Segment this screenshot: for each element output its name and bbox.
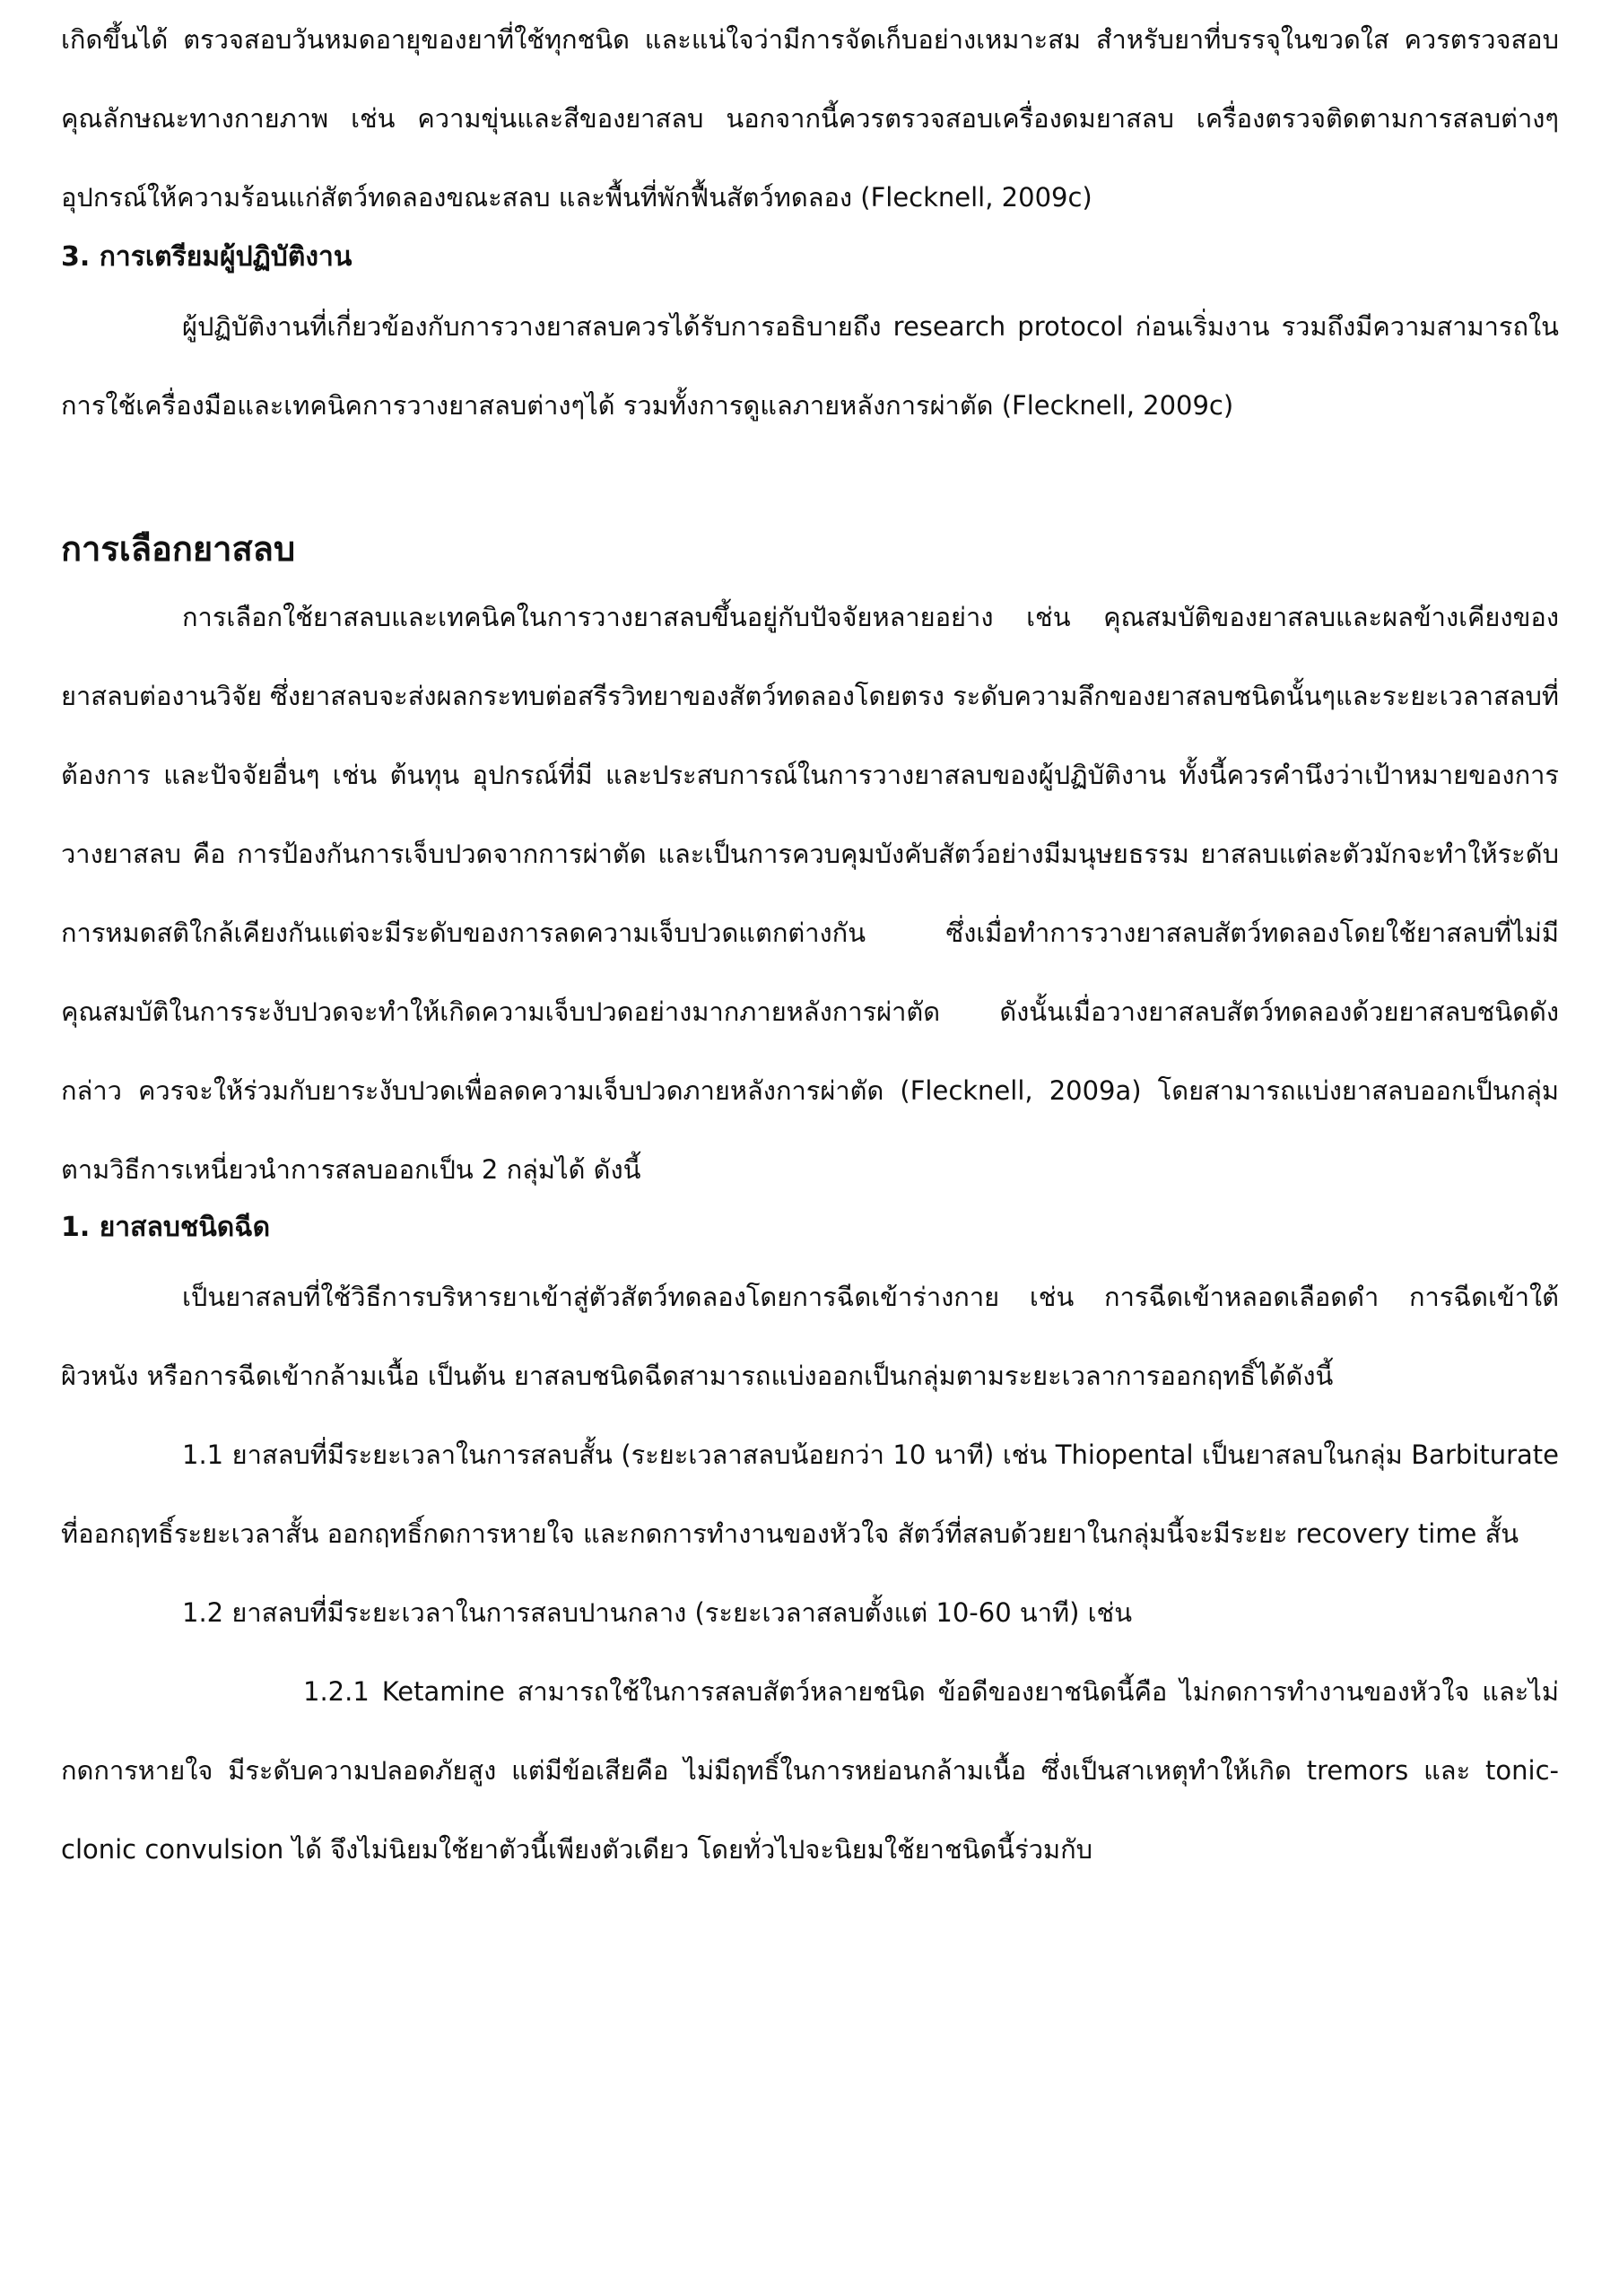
- paragraph-injectable-anesthetics: เป็นยาสลบที่ใช้วิธีการบริหารยาเข้าสู่ตัวสัตว์ทดลองโดยการฉีดเข้าร่างกาย เช่น การฉีดเข้าหลอดเลือดดำ การฉีดเข้าใต้ผิวหนัง หรือการฉีดเข้ากล้ามเนื้อ เป็นต้น ยาสลบชนิดฉีดสามารถแบ่งออกเป็นกลุ่มตามระยะเวลาการออกฤทธิ์ได้ดังนี้: [61, 1282, 1559, 1391]
- paragraph-intermediate-acting: 1.2 ยาสลบที่มีระยะเวลาในการสลบปานกลาง (ระยะเวลาสลบตั้งแต่ 10-60 นาที) เช่น: [182, 1597, 1133, 1628]
- paragraph-ketamine: 1.2.1 Ketamine สามารถใช้ในการสลบสัตว์หลายชนิด ข้อดีของยาชนิดนี้คือ ไม่กดการทำงานของหัวใจ และไม่กดการหายใจ มีระดับความปลอดภัยสูง แต่มีข้อเสียคือ ไม่มีฤทธิ์ในการหย่อนกล้ามเนื้อ ซึ่งเป็นสาเหตุทำให้เกิด tremors และ tonic-clonic convulsion ได้ จึงไม่นิยมใช้ยาตัวนี้เพียงตัวเดียว โดยทั่วไปจะนิยมใช้ยาชนิดนี้ร่วมกับ: [61, 1676, 1559, 1865]
- section-title-anesthetic-selection: การเลือกยาสลบ: [61, 529, 296, 569]
- heading-preparing-personnel: 3. การเตรียมผู้ปฏิบัติงาน: [61, 241, 353, 273]
- paragraph-intro: เกิดขึ้นได้ ตรวจสอบวันหมดอายุของยาที่ใช้ทุกชนิด และแน่ใจว่ามีการจัดเก็บอย่างเหมาะสม สำหรับยาที่บรรจุในขวดใส ควรตรวจสอบคุณลักษณะทางกายภาพ เช่น ความขุ่นและสีของยาสลบ นอกจากนี้ควรตรวจสอบเครื่องดมยาสลบ เครื่องตรวจติดตามการสลบต่างๆ อุปกรณ์ให้ความร้อนแก่สัตว์ทดลองขณะสลบ และพื้นที่พักฟื้นสัตว์ทดลอง (Flecknell, 2009c): [61, 24, 1559, 213]
- paragraph-preparing-personnel: ผู้ปฏิบัติงานที่เกี่ยวข้องกับการวางยาสลบควรได้รับการอธิบายถึง research protocol ก่อนเริ่มงาน รวมถึงมีความสามารถในการใช้เครื่องมือและเทคนิคการวางยาสลบต่างๆได้ รวมทั้งการดูแลภายหลังการผ่าตัด (Flecknell, 2009c): [61, 311, 1559, 421]
- document-page: [61, 0, 1559, 1889]
- paragraph-anesthetic-selection: การเลือกใช้ยาสลบและเทคนิคในการวางยาสลบขึ้นอยู่กับปัจจัยหลายอย่าง เช่น คุณสมบัติของยาสลบและผลข้างเคียงของยาสลบต่องานวิจัย ซึ่งยาสลบจะส่งผลกระทบต่อสรีรวิทยาของสัตว์ทดลองโดยตรง ระดับความลึกของยาสลบชนิดนั้นๆและระยะเวลาสลบที่ต้องการ และปัจจัยอื่นๆ เช่น ต้นทุน อุปกรณ์ที่มี และประสบการณ์ในการวางยาสลบของผู้ปฏิบัติงาน ทั้งนี้ควรคำนึงว่าเป้าหมายของการวางยาสลบ คือ การป้องกันการเจ็บปวดจากการผ่าตัด และเป็นการควบคุมบังคับสัตว์อย่างมีมนุษยธรรม ยาสลบแต่ละตัวมักจะทำให้ระดับการหมดสติใกล้เคียงกันแต่จะมีระดับของการลดความเจ็บปวดแตกต่างกัน ซึ่งเมื่อทำการวางยาสลบสัตว์ทดลองโดยใช้ยาสลบที่ไม่มีคุณสมบัติในการระงับปวดจะทำให้เกิดความเจ็บปวดอย่างมากภายหลังการผ่าตัด ดังนั้นเมื่อวางยาสลบสัตว์ทดลองด้วยยาสลบชนิดดังกล่าว ควรจะให้ร่วมกับยาระงับปวดเพื่อลดความเจ็บปวดภายหลังการผ่าตัด (Flecknell, 2009a) โดยสามารถแบ่งยาสลบออกเป็นกลุ่มตามวิธีการเหนี่ยวนำการสลบออกเป็น 2 กลุ่มได้ ดังนี้: [61, 602, 1560, 1185]
- paragraph-short-acting: 1.1 ยาสลบที่มีระยะเวลาในการสลบสั้น (ระยะเวลาสลบน้อยกว่า 10 นาที) เช่น Thiopental เป็นยาสลบในกลุ่ม Barbiturate ที่ออกฤทธิ์ระยะเวลาสั้น ออกฤทธิ์กดการหายใจ และกดการทำงานของหัวใจ สัตว์ที่สลบด้วยยาในกลุ่มนี้จะมีระยะ recovery time สั้น: [61, 1439, 1559, 1549]
- heading-injectable-anesthetics: 1. ยาสลบชนิดฉีด: [61, 1212, 271, 1243]
